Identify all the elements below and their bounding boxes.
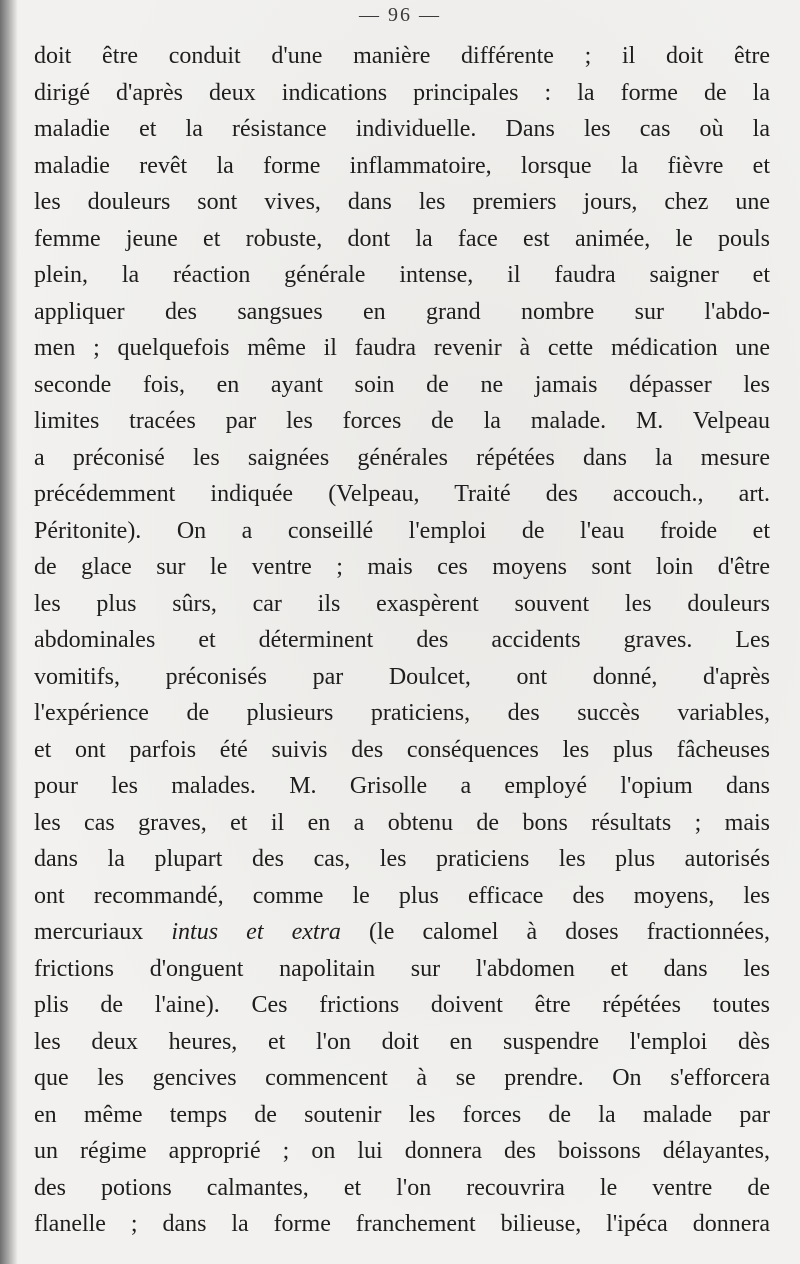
text-line: des potions calmantes, et l'on recouvrira le ventre de (34, 1174, 770, 1201)
text-line-with-italic (34, 914, 770, 951)
text-line: femme jeune et robuste, dont la face est animée, le pouls (34, 225, 770, 252)
page-number: — 96 — (359, 4, 441, 26)
text-line: men ; quelquefois même il faudra revenir à cette médication une (34, 335, 770, 361)
text-segment: mercuriaux (34, 919, 172, 945)
text-line: maladie et la résistance individuelle. Dans les cas où la (34, 116, 770, 142)
text-line: pour les malades. M. Grisolle a employé l'opium dans (34, 773, 770, 799)
text-line: les deux heures, et l'on doit en suspendre l'emploi dès (34, 1028, 770, 1055)
text-line: vomitifs, préconisés par Doulcet, ont donné, d'après (34, 663, 770, 690)
text-line: les plus sûrs, car ils exaspèrent souvent les douleurs (34, 590, 770, 617)
text-line: l'expérience de plusieurs praticiens, des succès variables, (34, 700, 770, 726)
text-line: limites tracées par les forces de la malade. M. Velpeau (34, 408, 770, 434)
text-line: frictions d'onguent napolitain sur l'abdomen et dans les (34, 955, 770, 982)
page-body-text (34, 38, 770, 1243)
text-line: plein, la réaction générale intense, il faudra saigner et (34, 262, 770, 288)
text-line: flanelle ; dans la forme franchement bilieuse, l'ipéca donnera (34, 1211, 770, 1237)
text-line: dans la plupart des cas, les praticiens les plus autorisés (34, 846, 770, 872)
text-line: Péritonite). On a conseillé l'emploi de l'eau froide et (34, 517, 770, 544)
text-line: seconde fois, en ayant soin de ne jamais dépasser les (34, 371, 770, 398)
text-line: les cas graves, et il en a obtenu de bons résultats ; mais (34, 809, 770, 836)
page-binding-edge (0, 0, 18, 1264)
text-line: en même temps de soutenir les forces de la malade par (34, 1101, 770, 1128)
italic-latin-phrase: intus et extra (171, 919, 341, 945)
text-segment: (le calomel à doses fractionnées, (340, 919, 770, 945)
text-line: un régime approprié ; on lui donnera des boissons délayantes, (34, 1138, 770, 1164)
text-line: ont recommandé, comme le plus efficace des moyens, les (34, 882, 770, 909)
text-line: les douleurs sont vives, dans les premiers jours, chez une (34, 189, 770, 215)
text-line: précédemment indiquée (Velpeau, Traité des accouch., art. (34, 481, 770, 507)
text-line: plis de l'aine). Ces frictions doivent être répétées toutes (34, 992, 770, 1018)
text-line: doit être conduit d'une manière différente ; il doit être (34, 43, 770, 69)
text-line: et ont parfois été suivis des conséquences les plus fâcheuses (34, 736, 770, 763)
text-line: de glace sur le ventre ; mais ces moyens sont loin d'être (34, 554, 770, 580)
text-line: que les gencives commencent à se prendre. On s'efforcera (34, 1065, 770, 1091)
text-line: dirigé d'après deux indications principales : la forme de la (34, 79, 770, 106)
text-line: maladie revêt la forme inflammatoire, lorsque la fièvre et (34, 152, 770, 179)
text-line: appliquer des sangsues en grand nombre sur l'abdo- (34, 298, 770, 325)
text-line: a préconisé les saignées générales répétées dans la mesure (34, 444, 770, 471)
text-line: abdominales et déterminent des accidents graves. Les (34, 627, 770, 653)
